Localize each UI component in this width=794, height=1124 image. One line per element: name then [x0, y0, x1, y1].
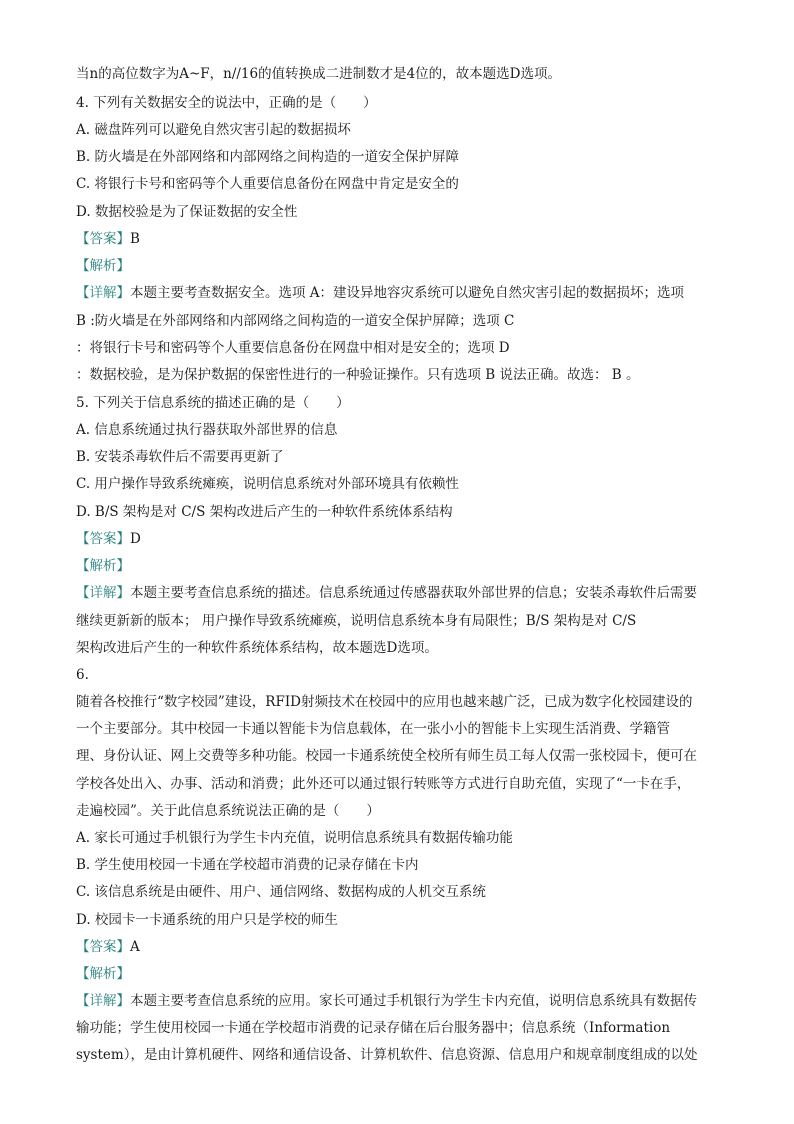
- answer-tag: 【答案】: [76, 939, 130, 955]
- question-4-detail-line-4: ：数据校验，是为保护数据的保密性进行的一种验证操作。只有选项 B 说法正确。故选： B 。: [76, 367, 640, 383]
- question-6-option-d: D. 校园卡一卡通系统的用户只是学校的师生: [76, 912, 338, 928]
- detail-text: 本题主要考查信息系统的应用。家长可通过手机银行为学生卡内充值，说明信息系统具有数据传: [130, 993, 697, 1009]
- question-5-detail-line-2: 继续更新新的版本； 用户操作导致系统瘫痪，说明信息系统本身有局限性；B/S 架构是对 C/S: [76, 613, 637, 629]
- question-5-answer: [76, 529, 726, 549]
- question-5-detail-line-1: [76, 583, 726, 603]
- answer-tag: 【答案】: [76, 531, 130, 547]
- question-6-stem-line-2: 一个主要部分。其中校园一卡通以智能卡为信息载体，在一张小小的智能卡上实现生活消费、学籍管: [76, 721, 670, 737]
- question-6-detail-line-3: system），是由计算机硬件、网络和通信设备、计算机软件、信息资源、信息用户和规章制度组成的以处: [76, 1047, 698, 1063]
- question-4-stem: 4. 下列有关数据安全的说法中，正确的是（ ）: [76, 95, 377, 111]
- question-4-answer: [76, 229, 726, 249]
- question-6-option-b: B. 学生使用校园一卡通在学校超市消费的记录存储在卡内: [76, 857, 419, 873]
- answer-tag: 【答案】: [76, 231, 130, 247]
- question-5-option-a: A. 信息系统通过执行器获取外部世界的信息: [76, 422, 338, 438]
- question-5-analysis-tag: 【解析】: [76, 558, 130, 574]
- question-4-detail-line-1: [76, 283, 726, 303]
- detail-tag: 【详解】: [76, 285, 130, 301]
- question-6-option-a: A. 家长可通过手机银行为学生卡内充值，说明信息系统具有数据传输功能: [76, 830, 513, 846]
- question-4-detail-line-2: B :防火墙是在外部网络和内部网络之间构造的一道安全保护屏障；选项 C: [76, 313, 515, 329]
- question-5-option-c: C. 用户操作导致系统瘫痪，说明信息系统对外部环境具有依赖性: [76, 476, 459, 492]
- question-5-option-d: D. B/S 架构是对 C/S 架构改进后产生的一种软件系统体系结构: [76, 504, 453, 520]
- continued-explanation: 当n的高位数字为A~F，n//16的值转换成二进制数才是4位的，故本题选D选项。: [76, 66, 562, 82]
- detail-tag: 【详解】: [76, 585, 130, 601]
- detail-tag: 【详解】: [76, 993, 130, 1009]
- answer-value: D: [130, 531, 141, 547]
- question-6-stem-line-3: 理、身份认证、网上交费等多种功能。校园一卡通系统使全校所有师生员工每人仅需一张校园卡，便可在: [76, 748, 697, 764]
- question-6-number: 6.: [76, 667, 89, 683]
- answer-value: A: [130, 939, 140, 955]
- detail-text: 本题主要考查数据安全。选项 A：建设异地容灾系统可以避免自然灾害引起的数据损坏；选项: [130, 285, 685, 301]
- question-6-detail-line-1: [76, 991, 726, 1011]
- question-5-stem: 5. 下列关于信息系统的描述正确的是（ ）: [76, 395, 350, 411]
- question-4-option-b: B. 防火墙是在外部网络和内部网络之间构造的一道安全保护屏障: [76, 149, 460, 165]
- question-4-detail-line-3: ：将银行卡号和密码等个人重要信息备份在网盘中相对是安全的；选项 D: [76, 340, 510, 356]
- question-5-option-b: B. 安装杀毒软件后不需要再更新了: [76, 449, 284, 465]
- question-6-stem-line-5: 走遍校园”。关于此信息系统说法正确的是（ ）: [76, 803, 380, 819]
- question-6-option-c: C. 该信息系统是由硬件、用户、通信网络、数据构成的人机交互系统: [76, 884, 486, 900]
- question-6-answer: [76, 937, 726, 957]
- question-6-detail-line-2: 输功能；学生使用校园一卡通在学校超市消费的记录存储在后台服务器中；信息系统（Information: [76, 1020, 671, 1036]
- question-6-analysis-tag: 【解析】: [76, 966, 130, 982]
- question-6-stem-line-4: 学校各处出入、办事、活动和消费；此外还可以通过银行转账等方式进行自助充值，实现了“一卡在手，: [76, 776, 691, 792]
- question-6-stem-line-1: 随着各校推行“数字校园”建设，RFID射频技术在校园中的应用也越来越广泛，已成为数字化校园建设的: [76, 694, 693, 710]
- detail-text: 本题主要考查信息系统的描述。信息系统通过传感器获取外部世界的信息；安装杀毒软件后需要: [130, 585, 697, 601]
- question-5-detail-line-3: 架构改进后产生的一种软件系统体系结构，故本题选D选项。: [76, 640, 438, 656]
- question-4-analysis-tag: 【解析】: [76, 258, 130, 274]
- question-4-option-c: C. 将银行卡号和密码等个人重要信息备份在网盘中肯定是安全的: [76, 176, 459, 192]
- question-4-option-d: D. 数据校验是为了保证数据的安全性: [76, 204, 298, 220]
- question-4-option-a: A. 磁盘阵列可以避免自然灾害引起的数据损坏: [76, 122, 351, 138]
- answer-value: B: [130, 231, 140, 247]
